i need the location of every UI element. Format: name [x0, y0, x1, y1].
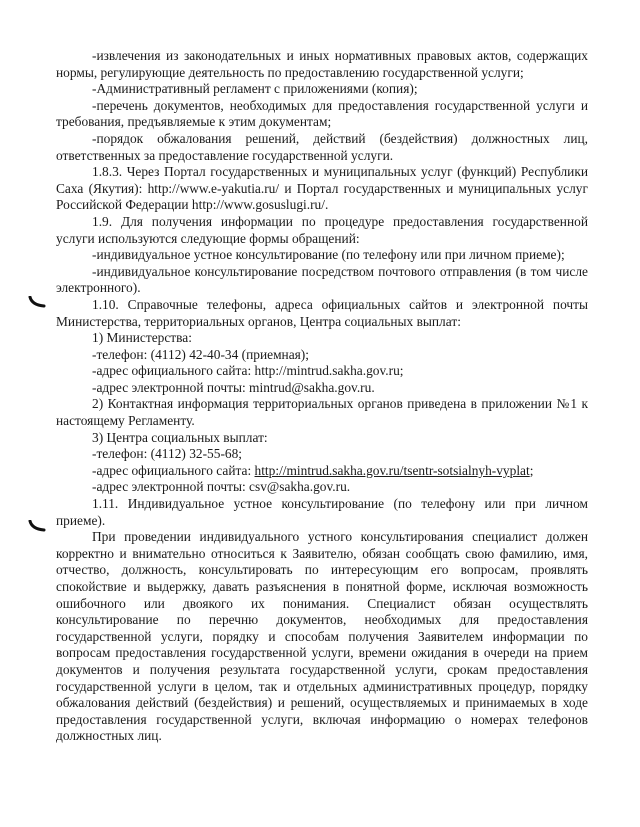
paragraph: 3) Центра социальных выплат: [92, 429, 268, 445]
paragraph: -извлечения из законодательных и иных нормативных правовых актов, содержащих нормы, регулирующие деятельность по предоставлению государственной услуги; [56, 48, 588, 80]
document-body [56, 48, 588, 745]
paragraph: -адрес электронной почты: csv@sakha.gov.ru. [92, 479, 351, 495]
site-address-link[interactable]: http://mintrud.sakha.gov.ru/tsentr-sotsialnyh-vyplat [254, 462, 530, 478]
paragraph: -телефон: (4112) 42-40-34 (приемная); [92, 346, 309, 362]
paragraph: -адрес официального сайта: http://mintrud.sakha.gov.ru; [92, 363, 404, 379]
paragraph: -индивидуальное устное консультирование (по телефону или при личном приеме); [92, 247, 565, 263]
paragraph: 2) Контактная информация территориальных органов приведена в приложении №1 к настоящему Регламенту. [56, 396, 588, 429]
site-address-line [56, 463, 588, 480]
margin-bracket-mark [28, 296, 46, 308]
site-address-prefix: -адрес официального сайта: [92, 462, 255, 478]
paragraph: -порядок обжалования решений, действий (бездействия) должностных лиц, ответственных за предоставление государственной услуги. [56, 130, 588, 163]
site-address-suffix: ; [529, 462, 534, 478]
paragraph: -телефон: (4112) 32-55-68; [92, 446, 243, 462]
paragraph: -индивидуальное консультирование посредством почтового отправления (в том числе электронного). [56, 263, 588, 296]
paragraph: 1.10. Справочные телефоны, адреса официальных сайтов и электронной почты Министерства, территориальных органов, Центра социальных выплат: [56, 296, 588, 329]
margin-bracket-mark [28, 520, 46, 532]
paragraph: 1) Министерства: [92, 330, 192, 346]
paragraph: -Административный регламент с приложениями (копия); [92, 81, 418, 97]
paragraph: 1.8.3. Через Портал государственных и муниципальных услуг (функций) Республики Саха (Якутия): http://www.e-yakutia.ru/ и Портал государственных и муниципальных услуг Российской Федерации http://www.gosuslugi.ru/. [56, 164, 588, 213]
paragraph: При проведении индивидуального устного консультирования специалист должен корректно и внимательно относиться к Заявителю, обязан сообщать свою фамилию, имя, отчество, должность, консультировать по интересующим его вопросам, проявлять спокойствие и выдержку, давать разъяснения в понятной форме, исключая возможность ошибочного или двоякого их понимания. Специалист обязан осуществлять консультирование по перечню документов, необходимых для предоставления государственной услуги, порядку и способам получения Заявителем информации по вопросам предоставления государственной услуги, времени ожидания в очереди на прием документов и получения результата государственной услуги, срокам предоставления государственной услуги в целом, так и отдельных административных процедур, порядку обжалования действий (бездействия) и решений, осуществляемых и принимаемых в ходе предоставления государственной услуги, включая информацию о номерах телефонов должностных лиц. [56, 529, 588, 744]
paragraph: -перечень документов, необходимых для предоставления государственной услуги и требования, предъявляемые к этим документам; [56, 97, 588, 130]
paragraph: -адрес электронной почты: mintrud@sakha.gov.ru. [92, 379, 375, 395]
paragraph: 1.11. Индивидуальное устное консультирование (по телефону или при личном приеме). [56, 496, 588, 528]
paragraph: 1.9. Для получения информации по процедуре предоставления государственной услуги используются следующие формы обращений: [56, 213, 588, 246]
